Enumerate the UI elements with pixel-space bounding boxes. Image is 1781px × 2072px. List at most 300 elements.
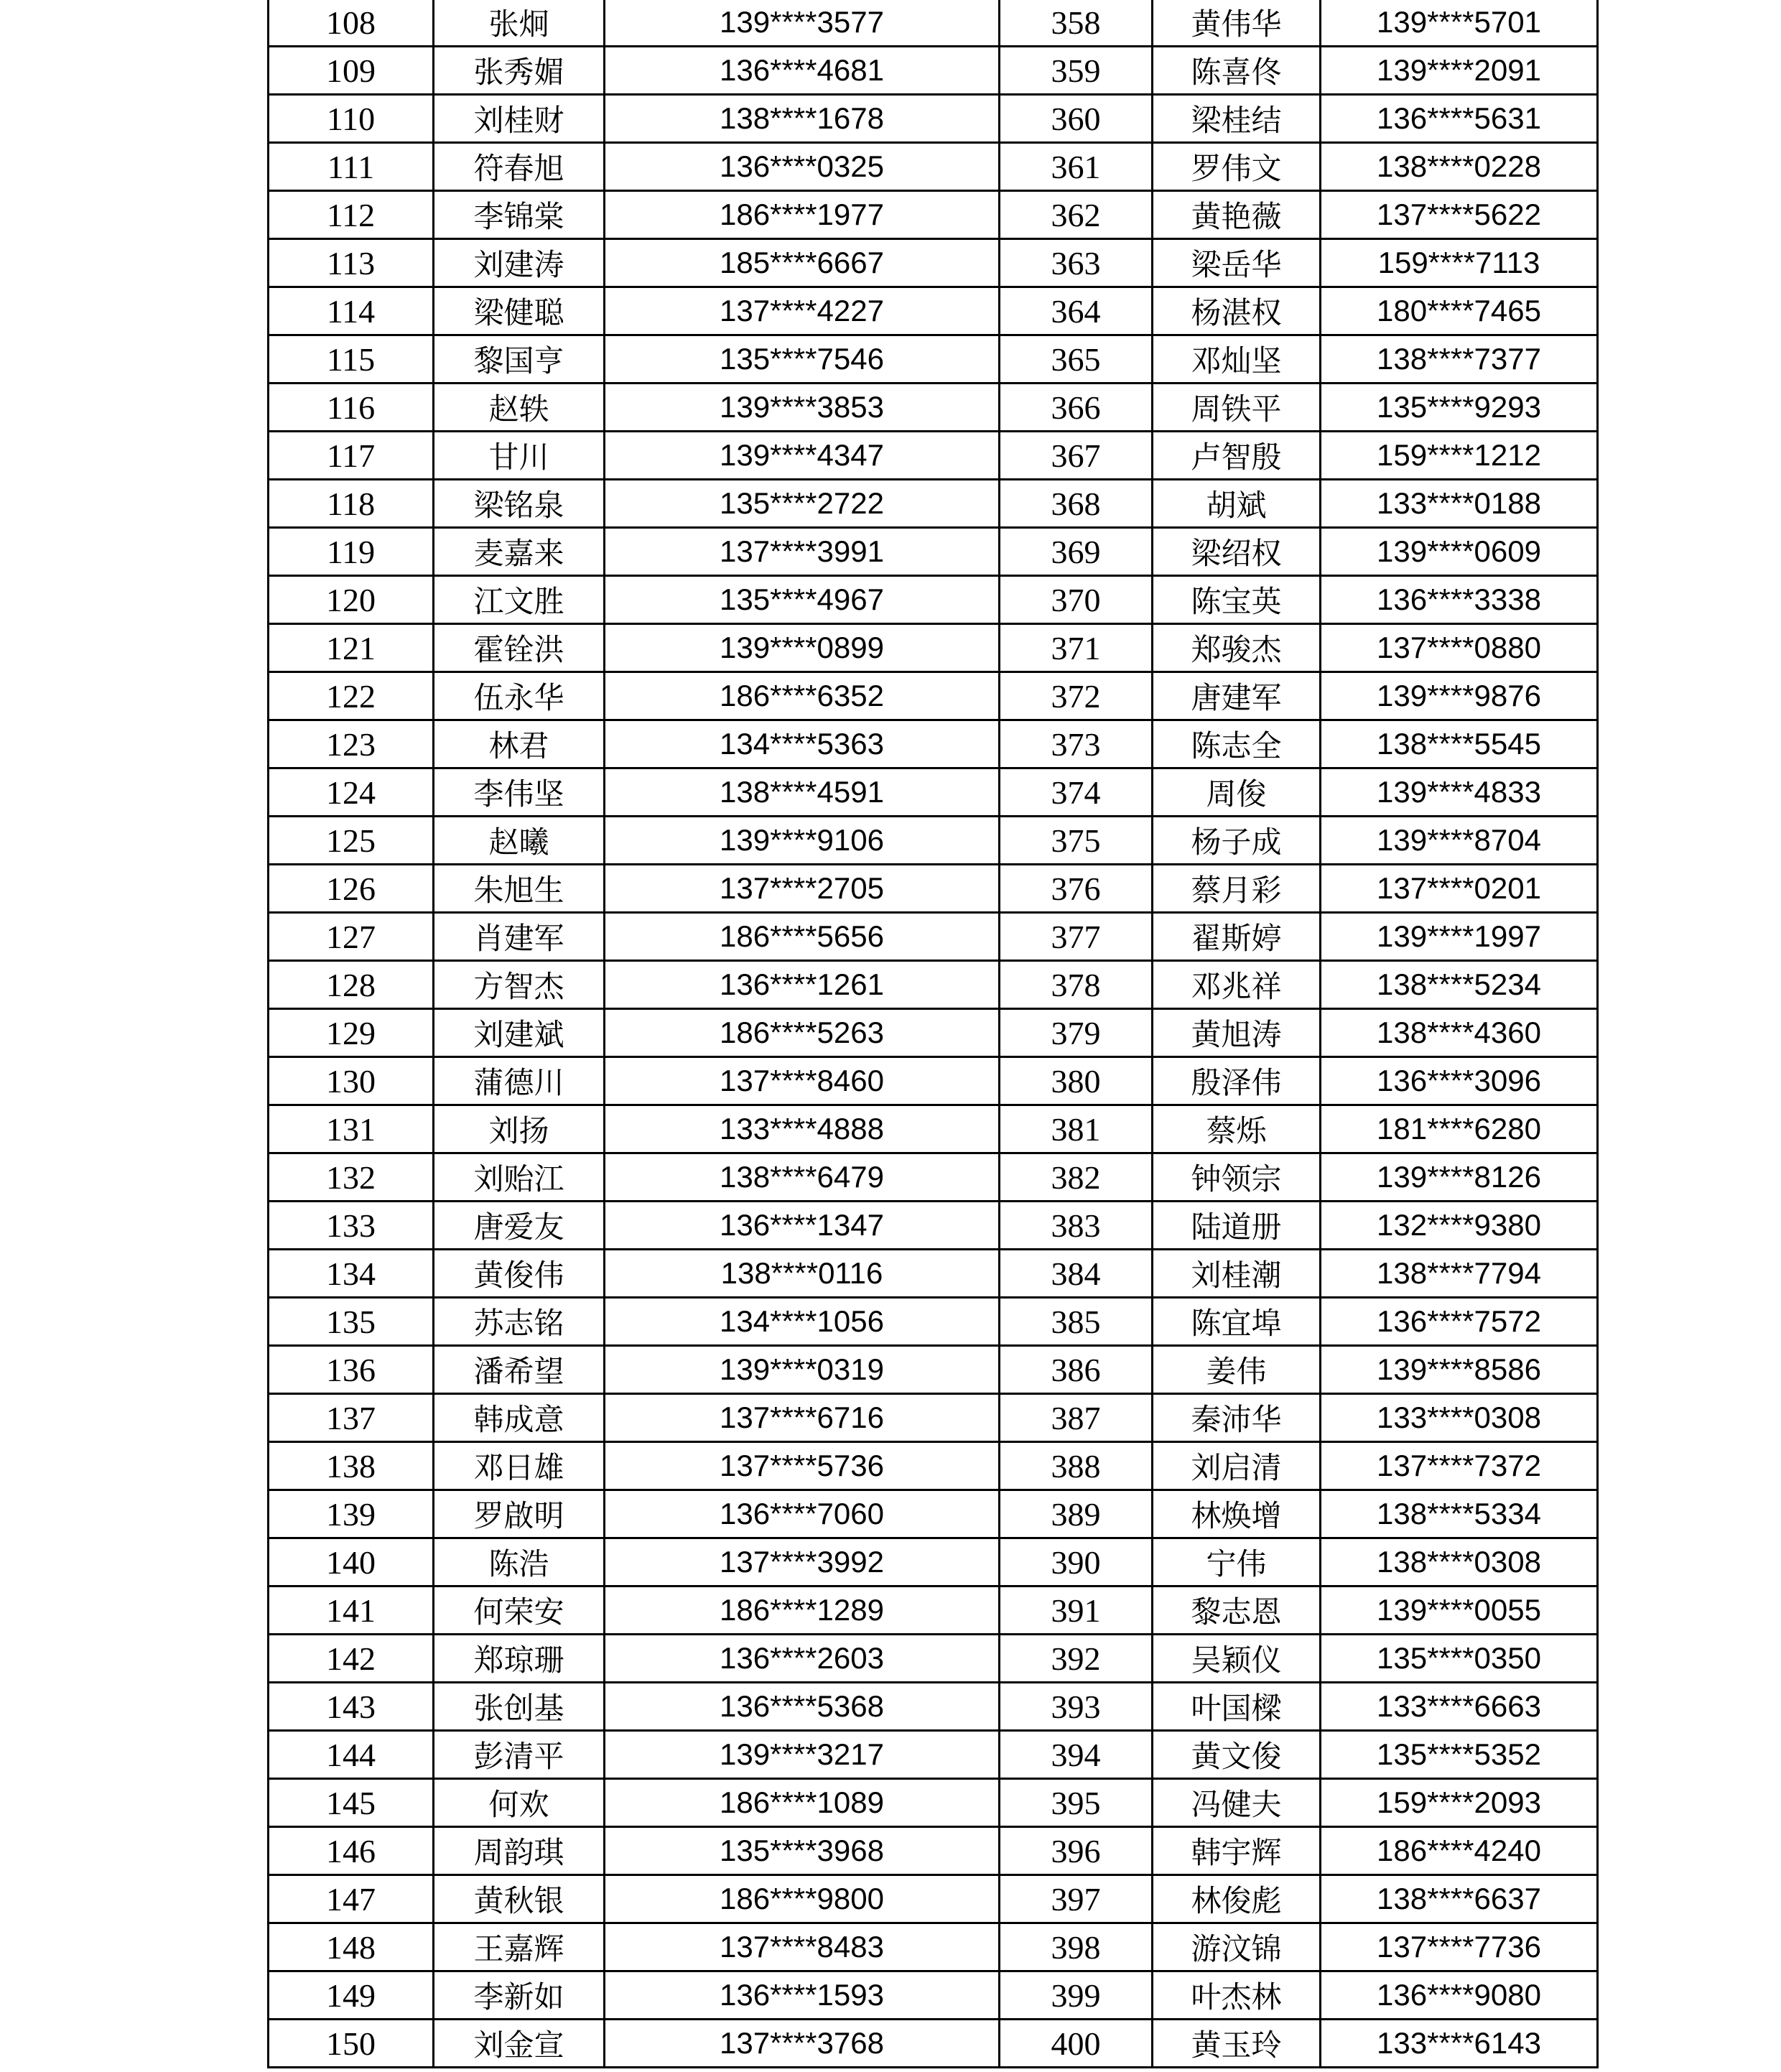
phone-cell: 135****3968 [605,1827,1000,1875]
table-row [269,1635,1598,1683]
phone-cell: 138****5545 [1321,720,1598,768]
name-cell: 麦嘉来 [434,528,605,576]
phone-cell: 139****8704 [1321,817,1598,865]
phone-cell: 136****0325 [605,143,1000,191]
phone-cell: 135****0350 [1321,1635,1598,1683]
index-cell: 360 [1000,95,1153,143]
phone-cell: 137****7736 [1321,1923,1598,1971]
index-cell: 392 [1000,1635,1153,1683]
table-row [269,961,1598,1009]
table-row [269,1250,1598,1298]
table-row [269,287,1598,335]
name-cell: 胡斌 [1153,480,1321,528]
index-cell: 379 [1000,1009,1153,1057]
phone-cell: 136****7572 [1321,1298,1598,1346]
phone-cell: 139****4833 [1321,768,1598,817]
name-cell: 郑骏杰 [1153,624,1321,672]
name-cell: 翟斯婷 [1153,913,1321,961]
index-cell: 122 [269,672,434,720]
table-row [269,239,1598,287]
index-cell: 139 [269,1490,434,1538]
name-cell: 陈宝英 [1153,576,1321,624]
name-cell: 罗啟明 [434,1490,605,1538]
index-cell: 374 [1000,768,1153,817]
phone-cell: 137****5622 [1321,191,1598,239]
index-cell: 118 [269,480,434,528]
index-cell: 394 [1000,1731,1153,1779]
name-cell: 潘希望 [434,1346,605,1394]
roster-body [269,0,1598,2068]
phone-cell: 139****3577 [605,0,1000,47]
name-cell: 王嘉辉 [434,1923,605,1971]
index-cell: 147 [269,1875,434,1923]
table-row [269,1923,1598,1971]
index-cell: 387 [1000,1394,1153,1442]
phone-cell: 134****1056 [605,1298,1000,1346]
phone-cell: 139****2091 [1321,47,1598,95]
phone-cell: 138****0308 [1321,1538,1598,1586]
name-cell: 刘扬 [434,1105,605,1153]
name-cell: 梁桂结 [1153,95,1321,143]
phone-cell: 134****5363 [605,720,1000,768]
name-cell: 方智杰 [434,961,605,1009]
phone-cell: 133****4888 [605,1105,1000,1153]
name-cell: 林焕增 [1153,1490,1321,1538]
name-cell: 蔡月彩 [1153,865,1321,913]
phone-cell: 139****0319 [605,1346,1000,1394]
name-cell: 黄玉玲 [1153,2020,1321,2068]
table-row [269,624,1598,672]
index-cell: 128 [269,961,434,1009]
phone-cell: 137****7372 [1321,1442,1598,1490]
index-cell: 149 [269,1971,434,2020]
phone-cell: 136****5631 [1321,95,1598,143]
phone-cell: 186****4240 [1321,1827,1598,1875]
table-row [269,1683,1598,1731]
index-cell: 373 [1000,720,1153,768]
table-row [269,1105,1598,1153]
phone-cell: 136****7060 [605,1490,1000,1538]
name-cell: 梁岳华 [1153,239,1321,287]
phone-cell: 137****0880 [1321,624,1598,672]
index-cell: 126 [269,865,434,913]
table-row [269,1346,1598,1394]
name-cell: 周铁平 [1153,384,1321,432]
index-cell: 113 [269,239,434,287]
index-cell: 131 [269,1105,434,1153]
index-cell: 114 [269,287,434,335]
index-cell: 146 [269,1827,434,1875]
name-cell: 陈志全 [1153,720,1321,768]
phone-cell: 137****0201 [1321,865,1598,913]
phone-cell: 139****5701 [1321,0,1598,47]
index-cell: 367 [1000,432,1153,480]
index-cell: 110 [269,95,434,143]
table-row [269,672,1598,720]
phone-cell: 186****1977 [605,191,1000,239]
index-cell: 370 [1000,576,1153,624]
name-cell: 邓日雄 [434,1442,605,1490]
name-cell: 梁绍权 [1153,528,1321,576]
name-cell: 唐爱友 [434,1202,605,1250]
index-cell: 359 [1000,47,1153,95]
table-row [269,1057,1598,1105]
phone-cell: 137****4227 [605,287,1000,335]
phone-cell: 138****5234 [1321,961,1598,1009]
index-cell: 382 [1000,1153,1153,1202]
index-cell: 121 [269,624,434,672]
index-cell: 368 [1000,480,1153,528]
phone-cell: 159****2093 [1321,1779,1598,1827]
name-cell: 钟领宗 [1153,1153,1321,1202]
index-cell: 366 [1000,384,1153,432]
phone-cell: 139****0609 [1321,528,1598,576]
phone-cell: 186****6352 [605,672,1000,720]
phone-cell: 136****4681 [605,47,1000,95]
table-row [269,0,1598,47]
index-cell: 378 [1000,961,1153,1009]
phone-cell: 136****3338 [1321,576,1598,624]
index-cell: 124 [269,768,434,817]
name-cell: 郑琼珊 [434,1635,605,1683]
name-cell: 林君 [434,720,605,768]
table-row [269,1971,1598,2020]
name-cell: 周韵琪 [434,1827,605,1875]
table-row [269,384,1598,432]
phone-cell: 180****7465 [1321,287,1598,335]
name-cell: 冯健夫 [1153,1779,1321,1827]
name-cell: 周俊 [1153,768,1321,817]
name-cell: 赵曦 [434,817,605,865]
name-cell: 赵轶 [434,384,605,432]
table-row [269,1538,1598,1586]
name-cell: 霍铨洪 [434,624,605,672]
index-cell: 377 [1000,913,1153,961]
name-cell: 陆道册 [1153,1202,1321,1250]
phone-cell: 138****0116 [605,1250,1000,1298]
roster-table [267,0,1599,2068]
name-cell: 李伟坚 [434,768,605,817]
index-cell: 137 [269,1394,434,1442]
index-cell: 145 [269,1779,434,1827]
name-cell: 韩成意 [434,1394,605,1442]
phone-cell: 139****3853 [605,384,1000,432]
name-cell: 刘桂潮 [1153,1250,1321,1298]
index-cell: 364 [1000,287,1153,335]
index-cell: 135 [269,1298,434,1346]
table-row [269,1202,1598,1250]
name-cell: 杨子成 [1153,817,1321,865]
table-row [269,865,1598,913]
name-cell: 黄艳薇 [1153,191,1321,239]
phone-cell: 138****7794 [1321,1250,1598,1298]
phone-cell: 186****1289 [605,1586,1000,1635]
name-cell: 何荣安 [434,1586,605,1635]
table-row [269,1875,1598,1923]
phone-cell: 137****3768 [605,2020,1000,2068]
table-row [269,432,1598,480]
name-cell: 唐建军 [1153,672,1321,720]
phone-cell: 139****0899 [605,624,1000,672]
phone-cell: 137****2705 [605,865,1000,913]
name-cell: 林俊彪 [1153,1875,1321,1923]
index-cell: 142 [269,1635,434,1683]
index-cell: 371 [1000,624,1153,672]
index-cell: 389 [1000,1490,1153,1538]
index-cell: 120 [269,576,434,624]
index-cell: 383 [1000,1202,1153,1250]
phone-cell: 136****5368 [605,1683,1000,1731]
index-cell: 127 [269,913,434,961]
phone-cell: 185****6667 [605,239,1000,287]
index-cell: 396 [1000,1827,1153,1875]
name-cell: 刘建斌 [434,1009,605,1057]
name-cell: 张秀媚 [434,47,605,95]
phone-cell: 159****7113 [1321,239,1598,287]
index-cell: 130 [269,1057,434,1105]
index-cell: 143 [269,1683,434,1731]
phone-cell: 138****1678 [605,95,1000,143]
name-cell: 叶国樑 [1153,1683,1321,1731]
index-cell: 363 [1000,239,1153,287]
table-row [269,1490,1598,1538]
name-cell: 陈浩 [434,1538,605,1586]
index-cell: 388 [1000,1442,1153,1490]
name-cell: 梁铭泉 [434,480,605,528]
index-cell: 123 [269,720,434,768]
index-cell: 393 [1000,1683,1153,1731]
phone-cell: 137****3992 [605,1538,1000,1586]
name-cell: 彭清平 [434,1731,605,1779]
index-cell: 129 [269,1009,434,1057]
table-row [269,1779,1598,1827]
name-cell: 黄伟华 [1153,0,1321,47]
phone-cell: 132****9380 [1321,1202,1598,1250]
phone-cell: 139****9106 [605,817,1000,865]
phone-cell: 136****1347 [605,1202,1000,1250]
name-cell: 何欢 [434,1779,605,1827]
index-cell: 376 [1000,865,1153,913]
index-cell: 397 [1000,1875,1153,1923]
table-row [269,576,1598,624]
index-cell: 380 [1000,1057,1153,1105]
index-cell: 136 [269,1346,434,1394]
index-cell: 140 [269,1538,434,1586]
phone-cell: 136****1593 [605,1971,1000,2020]
table-row [269,1586,1598,1635]
index-cell: 399 [1000,1971,1153,2020]
name-cell: 陈宜埠 [1153,1298,1321,1346]
phone-cell: 186****9800 [605,1875,1000,1923]
table-row [269,528,1598,576]
name-cell: 肖建军 [434,913,605,961]
table-row [269,913,1598,961]
name-cell: 殷泽伟 [1153,1057,1321,1105]
phone-cell: 138****7377 [1321,335,1598,384]
table-row [269,720,1598,768]
name-cell: 李锦棠 [434,191,605,239]
index-cell: 385 [1000,1298,1153,1346]
phone-cell: 135****9293 [1321,384,1598,432]
name-cell: 黄文俊 [1153,1731,1321,1779]
table-row [269,1298,1598,1346]
name-cell: 秦沛华 [1153,1394,1321,1442]
name-cell: 梁健聪 [434,287,605,335]
index-cell: 384 [1000,1250,1153,1298]
name-cell: 符春旭 [434,143,605,191]
index-cell: 148 [269,1923,434,1971]
index-cell: 108 [269,0,434,47]
index-cell: 112 [269,191,434,239]
name-cell: 陈喜佟 [1153,47,1321,95]
index-cell: 144 [269,1731,434,1779]
name-cell: 李新如 [434,1971,605,2020]
phone-cell: 138****4360 [1321,1009,1598,1057]
table-row [269,1731,1598,1779]
phone-cell: 133****6143 [1321,2020,1598,2068]
table-row [269,143,1598,191]
index-cell: 381 [1000,1105,1153,1153]
name-cell: 宁伟 [1153,1538,1321,1586]
name-cell: 吴颖仪 [1153,1635,1321,1683]
phone-cell: 136****9080 [1321,1971,1598,2020]
phone-cell: 136****3096 [1321,1057,1598,1105]
index-cell: 111 [269,143,434,191]
index-cell: 125 [269,817,434,865]
table-row [269,1153,1598,1202]
name-cell: 黎国亨 [434,335,605,384]
table-row [269,1009,1598,1057]
table-row [269,480,1598,528]
phone-cell: 181****6280 [1321,1105,1598,1153]
name-cell: 刘桂财 [434,95,605,143]
table-row [269,191,1598,239]
phone-cell: 135****7546 [605,335,1000,384]
name-cell: 黄旭涛 [1153,1009,1321,1057]
phone-cell: 133****6663 [1321,1683,1598,1731]
name-cell: 韩宇辉 [1153,1827,1321,1875]
table-row [269,768,1598,817]
index-cell: 365 [1000,335,1153,384]
index-cell: 138 [269,1442,434,1490]
phone-cell: 138****0228 [1321,143,1598,191]
index-cell: 117 [269,432,434,480]
phone-cell: 135****4967 [605,576,1000,624]
table-row [269,2020,1598,2068]
table-row [269,817,1598,865]
index-cell: 116 [269,384,434,432]
phone-cell: 137****5736 [605,1442,1000,1490]
index-cell: 400 [1000,2020,1153,2068]
index-cell: 375 [1000,817,1153,865]
name-cell: 刘启清 [1153,1442,1321,1490]
phone-cell: 137****8483 [605,1923,1000,1971]
name-cell: 姜伟 [1153,1346,1321,1394]
index-cell: 395 [1000,1779,1153,1827]
name-cell: 伍永华 [434,672,605,720]
name-cell: 朱旭生 [434,865,605,913]
phone-cell: 139****4347 [605,432,1000,480]
name-cell: 罗伟文 [1153,143,1321,191]
phone-cell: 135****2722 [605,480,1000,528]
index-cell: 398 [1000,1923,1153,1971]
phone-cell: 159****1212 [1321,432,1598,480]
name-cell: 黎志恩 [1153,1586,1321,1635]
phone-cell: 186****1089 [605,1779,1000,1827]
phone-cell: 136****1261 [605,961,1000,1009]
index-cell: 372 [1000,672,1153,720]
phone-cell: 137****6716 [605,1394,1000,1442]
name-cell: 叶杰林 [1153,1971,1321,2020]
name-cell: 刘金宣 [434,2020,605,2068]
phone-cell: 186****5656 [605,913,1000,961]
table-row [269,47,1598,95]
phone-cell: 139****3217 [605,1731,1000,1779]
name-cell: 甘川 [434,432,605,480]
phone-cell: 133****0188 [1321,480,1598,528]
name-cell: 刘贻江 [434,1153,605,1202]
phone-cell: 138****4591 [605,768,1000,817]
phone-cell: 139****1997 [1321,913,1598,961]
name-cell: 邓兆祥 [1153,961,1321,1009]
name-cell: 卢智殷 [1153,432,1321,480]
index-cell: 141 [269,1586,434,1635]
name-cell: 邓灿坚 [1153,335,1321,384]
name-cell: 苏志铭 [434,1298,605,1346]
name-cell: 游汶锦 [1153,1923,1321,1971]
index-cell: 391 [1000,1586,1153,1635]
index-cell: 362 [1000,191,1153,239]
name-cell: 张创基 [434,1683,605,1731]
name-cell: 张炯 [434,0,605,47]
phone-cell: 139****8586 [1321,1346,1598,1394]
name-cell: 黄秋银 [434,1875,605,1923]
phone-cell: 137****8460 [605,1057,1000,1105]
index-cell: 132 [269,1153,434,1202]
index-cell: 390 [1000,1538,1153,1586]
index-cell: 369 [1000,528,1153,576]
table-row [269,1442,1598,1490]
phone-cell: 135****5352 [1321,1731,1598,1779]
phone-cell: 139****0055 [1321,1586,1598,1635]
phone-cell: 139****9876 [1321,672,1598,720]
phone-cell: 139****8126 [1321,1153,1598,1202]
index-cell: 358 [1000,0,1153,47]
index-cell: 133 [269,1202,434,1250]
phone-cell: 137****3991 [605,528,1000,576]
index-cell: 361 [1000,143,1153,191]
phone-cell: 138****5334 [1321,1490,1598,1538]
name-cell: 黄俊伟 [434,1250,605,1298]
name-cell: 刘建涛 [434,239,605,287]
index-cell: 134 [269,1250,434,1298]
phone-cell: 138****6479 [605,1153,1000,1202]
index-cell: 119 [269,528,434,576]
index-cell: 150 [269,2020,434,2068]
name-cell: 江文胜 [434,576,605,624]
index-cell: 115 [269,335,434,384]
table-row [269,1827,1598,1875]
index-cell: 386 [1000,1346,1153,1394]
name-cell: 蒲德川 [434,1057,605,1105]
table-row [269,95,1598,143]
table-row [269,1394,1598,1442]
phone-cell: 186****5263 [605,1009,1000,1057]
name-cell: 杨湛权 [1153,287,1321,335]
phone-cell: 138****6637 [1321,1875,1598,1923]
table-row [269,335,1598,384]
phone-cell: 136****2603 [605,1635,1000,1683]
